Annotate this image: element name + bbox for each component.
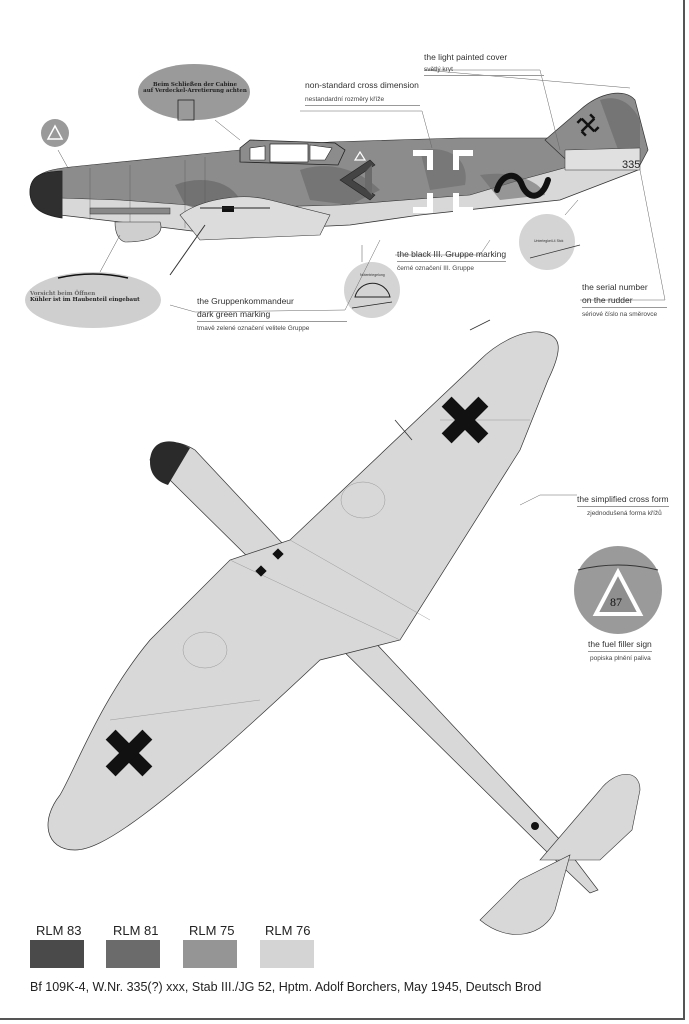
legend-label-rlm75: RLM 75 — [189, 923, 235, 938]
cross-dimension-label-cz: nestandardní rozměry kříže — [305, 96, 420, 106]
fuel-filler-disc — [574, 546, 662, 634]
kommandeur-label-1: the Gruppenkommandeur — [197, 296, 294, 306]
svg-text:87: 87 — [610, 595, 622, 609]
legend-label-rlm81: RLM 81 — [113, 923, 159, 938]
legend-label-rlm83: RLM 83 — [36, 923, 82, 938]
serial-label-1: the serial number — [582, 282, 648, 292]
legend-label-rlm76: RLM 76 — [265, 923, 311, 938]
gruppe-marking-label: the black III. Gruppe marking — [397, 249, 506, 262]
swatch-rlm75 — [183, 940, 237, 968]
canopy-stencil-ellipse — [138, 64, 250, 140]
cowl-stencil-ellipse — [25, 225, 205, 328]
cowl-stencil-text: Vorsicht beim Öffnen Kühler ist im Haubenteil eingebaut — [30, 291, 140, 303]
swatch-rlm76 — [260, 940, 314, 968]
svg-text:335: 335 — [622, 159, 641, 171]
chock-stencil-text: Unterlegkeil-4 Stck — [534, 239, 564, 243]
swatch-rlm81 — [106, 940, 160, 968]
serial-label-cz: sériové číslo na směrovce — [582, 311, 658, 318]
fuel-filler-label-cz: popiska plnění paliva — [590, 655, 651, 662]
kommandeur-label-2: dark green marking — [197, 309, 347, 322]
fuel-triangle-disc-small — [41, 119, 69, 168]
plan-view-aircraft — [48, 320, 640, 934]
light-cover-label: the light painted cover — [424, 52, 508, 62]
swatch-rlm83 — [30, 940, 84, 968]
fuel-filler-label: the fuel filler sign — [588, 639, 652, 652]
gruppe-marking-label-cz: černé označení III. Gruppe — [397, 265, 474, 272]
kommandeur-label-cz: tmavě zelené označení velitele Gruppe — [197, 325, 310, 332]
canopy-stencil-text: Beim Schließen der Cabine auf Verdeckel-Arretierung achten — [143, 82, 247, 94]
cross-form-label: the simplified cross form — [577, 494, 669, 507]
serial-label-2: on the rudder — [582, 295, 667, 308]
light-cover-label-cz: světlý kryt — [424, 66, 544, 76]
cross-dimension-label: non-standard cross dimension — [305, 80, 419, 90]
canopy-release-text: Notentriegelung — [360, 273, 385, 277]
chock-stencil-disc — [519, 200, 580, 270]
cross-form-label-cz: zjednodušená forma křížů — [587, 510, 662, 517]
plate-caption: Bf 109K-4, W.Nr. 335(?) xxx, Stab III./JG 52, Hptm. Adolf Borchers, May 1945, Deutsch Brod — [30, 980, 542, 994]
